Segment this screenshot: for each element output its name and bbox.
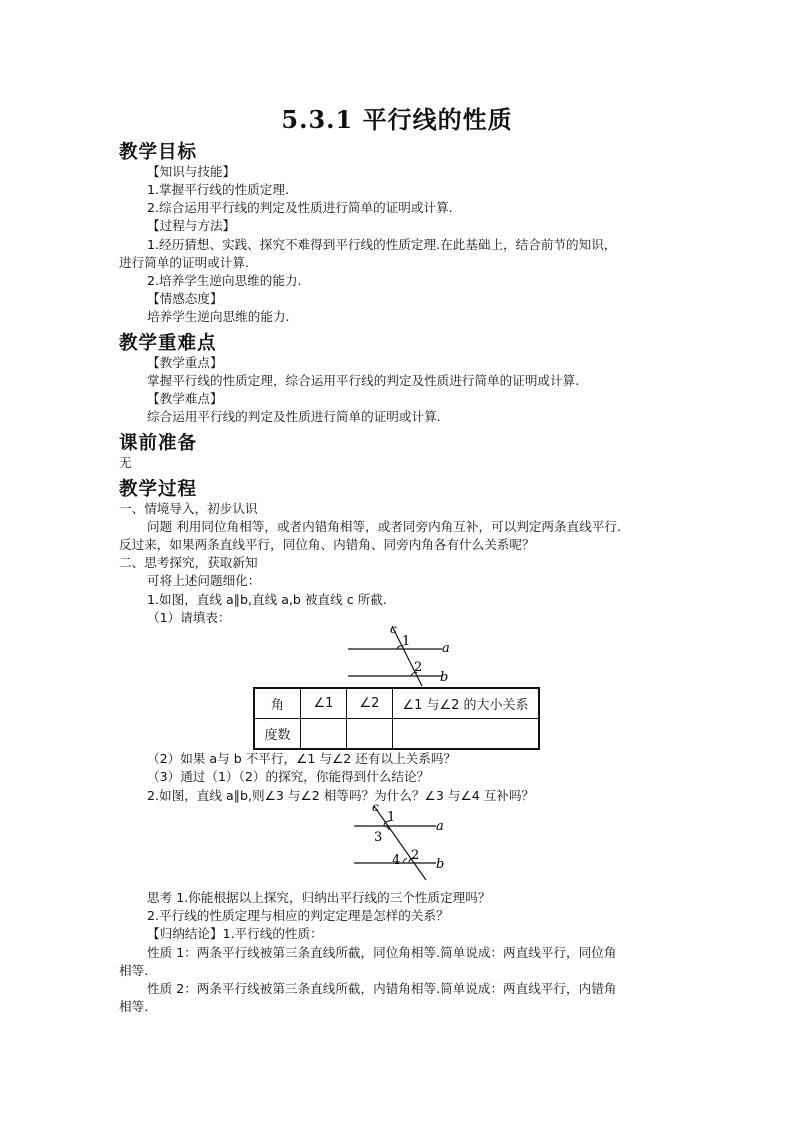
section-heading-process: 教学过程	[119, 479, 198, 500]
process-part1: 一、情境导入，初步认识	[119, 501, 258, 516]
label-1: 1	[402, 634, 411, 649]
fill-table-text: （1）请填表：	[147, 610, 231, 625]
preparation-text: 无	[119, 455, 132, 470]
label-a: a	[436, 819, 444, 834]
angle-table	[253, 687, 540, 750]
table-cell[interactable]	[393, 719, 540, 750]
table-cell[interactable]	[301, 719, 347, 750]
question-line1: 问题 利用同位角相等，或者内错角相等，或者同旁内角互补，可以判定两条直线平行.	[147, 519, 621, 534]
label-2: 2	[411, 848, 420, 863]
table-header-cell: ∠2	[347, 688, 393, 719]
emotion-tag: 【情感态度】	[147, 291, 223, 306]
process-method-tag: 【过程与方法】	[147, 218, 236, 233]
table-cell[interactable]	[347, 719, 393, 750]
focus-text: 掌握平行线的性质定理，综合运用平行线的判定及性质进行简单的证明或计算.	[147, 373, 580, 388]
objective-e1: 培养学生逆向思维的能力.	[147, 309, 290, 324]
difficulty-text: 综合运用平行线的判定及性质进行简单的证明或计算.	[147, 409, 441, 424]
figure-parallel-lines-1	[330, 620, 470, 688]
table-header-cell: 角	[254, 688, 301, 719]
table-header-cell: ∠1	[301, 688, 347, 719]
label-b: b	[436, 857, 445, 872]
label-b: b	[440, 670, 449, 685]
knowledge-tag: 【知识与技能】	[147, 164, 236, 179]
objective-p1-line2: 进行简单的证明或计算.	[119, 255, 249, 270]
focus-tag: 【教学重点】	[147, 355, 223, 370]
property-2-line1: 性质 2：两条平行线被第三条直线所截，内错角相等.简单说成：两直线平行，内错角	[147, 981, 617, 996]
think-2: 2.平行线的性质定理与相应的判定定理是怎样的关系？	[147, 908, 449, 923]
page-title: 5.3.1 平行线的性质	[281, 105, 513, 134]
label-2: 2	[414, 660, 423, 675]
conclusion-text: 【归纳结论】1.平行线的性质：	[147, 926, 323, 941]
section-heading-objectives: 教学目标	[119, 142, 198, 163]
process-part2: 二、思考探究，获取新知	[119, 555, 258, 570]
property-2-line2: 相等.	[119, 999, 149, 1014]
difficulty-tag: 【教学难点】	[147, 391, 223, 406]
label-a: a	[442, 641, 450, 656]
objective-k1: 1.掌握平行线的性质定理.	[147, 182, 289, 197]
figure-parallel-lines-2	[340, 800, 460, 882]
item1-text: 1.如图，直线 a∥b,直线 a,b 被直线 c 所截.	[147, 592, 387, 607]
section-heading-preparation: 课前准备	[119, 433, 198, 454]
objective-k2: 2.综合运用平行线的判定及性质进行简单的证明或计算.	[147, 200, 453, 215]
item2-text: 2.如图，直线 a∥b,则∠3 与∠2 相等吗？为什么？∠3 与∠4 互补吗？	[147, 788, 535, 803]
section-heading-key-points: 教学重难点	[119, 333, 217, 354]
refine-text: 可将上述问题细化：	[147, 573, 261, 588]
label-4: 4	[392, 853, 401, 868]
angle-4-arc	[403, 859, 407, 864]
table-header-row	[254, 688, 539, 719]
think-1: 思考 1.你能根据以上探究，归纳出平行线的三个性质定理吗？	[147, 890, 491, 905]
label-c: c	[372, 800, 379, 814]
sub-question-3: （3）通过（1）（2）的探究，你能得到什么结论？	[147, 769, 430, 784]
table-row-label: 度数	[254, 719, 301, 750]
property-1-line1: 性质 1：两条平行线被第三条直线所截，同位角相等.简单说成：两直线平行，同位角	[147, 945, 617, 960]
objective-p2: 2.培养学生逆向思维的能力.	[147, 273, 302, 288]
sub-question-2: （2）如果 a与 b 不平行，∠1 与∠2 还有以上关系吗？	[147, 751, 457, 766]
question-line2: 反过来，如果两条直线平行，同位角、内错角、同旁内角各有什么关系呢？	[119, 537, 535, 552]
label-1: 1	[387, 810, 396, 825]
table-header-cell: ∠1 与∠2 的大小关系	[393, 688, 540, 719]
table-row	[254, 719, 539, 750]
objective-p1-line1: 1.经历猜想、实践、探究不难得到平行线的性质定理.在此基础上，结合前节的知识，	[147, 237, 617, 252]
label-3: 3	[374, 830, 383, 845]
label-c: c	[390, 622, 397, 636]
property-1-line2: 相等.	[119, 963, 149, 978]
